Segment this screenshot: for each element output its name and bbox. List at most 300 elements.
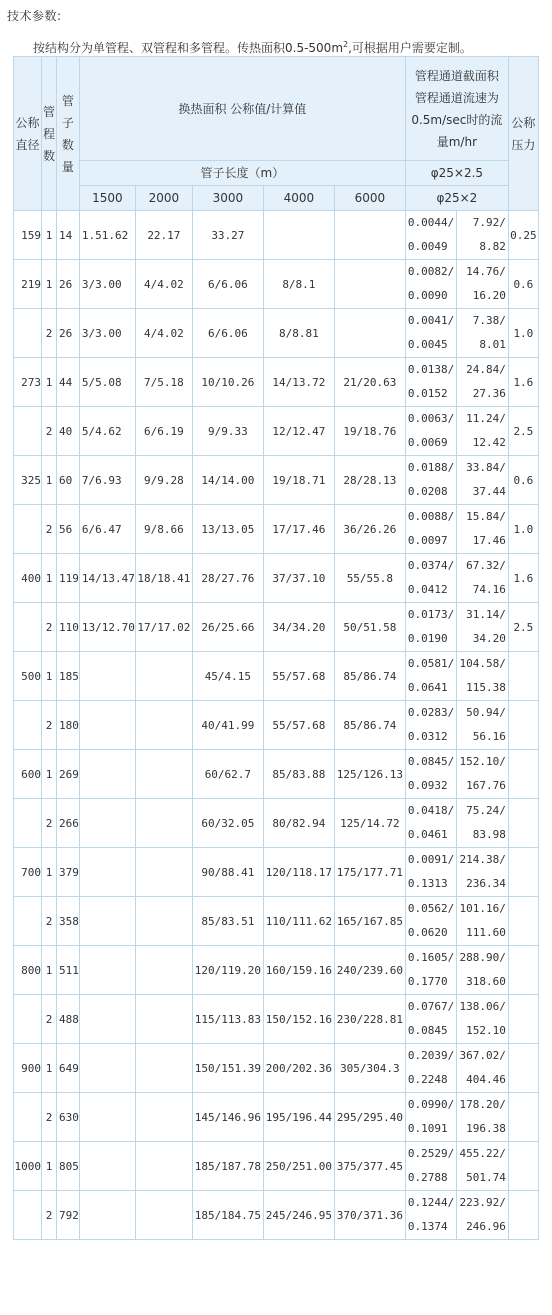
cell-section-area-line: 0.0091/	[407, 853, 455, 866]
cell-flow-rate-line: 83.98	[472, 828, 506, 841]
cell-area-1500: 1.51.62	[79, 211, 135, 260]
cell-flow-rate-line: 12.42	[472, 436, 506, 449]
cell-section-area-line: 0.0090	[407, 289, 448, 302]
cell-area-4000: 160/159.16	[263, 946, 334, 995]
cell-flow-rate-line: 24.84/	[466, 363, 506, 376]
cell-tube-count: 60	[57, 456, 80, 505]
cell-flow-rate	[456, 505, 508, 554]
cell-area-2000: 4/4.02	[135, 260, 192, 309]
table-row	[14, 309, 539, 358]
table-row	[14, 358, 539, 407]
cell-section-area	[405, 456, 456, 505]
table-row	[14, 456, 539, 505]
cell-flow-rate-line: 16.20	[472, 289, 506, 302]
cell-pressure	[508, 701, 538, 750]
cell-tube-count: 26	[57, 309, 80, 358]
cell-tube-passes: 1	[42, 456, 57, 505]
cell-area-6000: 19/18.76	[334, 407, 405, 456]
cell-area-1500: 3/3.00	[79, 260, 135, 309]
cell-nominal-diameter	[14, 505, 42, 554]
cell-tube-passes: 2	[42, 309, 57, 358]
header-length-2000: 2000	[135, 186, 192, 211]
cell-area-6000: 125/126.13	[334, 750, 405, 799]
cell-area-2000	[135, 848, 192, 897]
cell-area-1500	[79, 652, 135, 701]
cell-pressure: 1.6	[508, 554, 538, 603]
cell-tube-count: 56	[57, 505, 80, 554]
cell-tube-count: 358	[57, 897, 80, 946]
cell-area-1500	[79, 1044, 135, 1093]
cell-pressure: 0.25	[508, 211, 538, 260]
cell-area-4000: 37/37.10	[263, 554, 334, 603]
cell-section-area	[405, 750, 456, 799]
header-section-flow	[405, 57, 508, 161]
cell-flow-rate-line: 115.38	[466, 681, 506, 694]
table-row	[14, 799, 539, 848]
cell-section-area	[405, 946, 456, 995]
cell-tube-passes: 1	[42, 260, 57, 309]
cell-flow-rate	[456, 1142, 508, 1191]
cell-section-area-line: 0.0461	[407, 828, 448, 841]
cell-section-area-line: 0.0412	[407, 583, 448, 596]
cell-area-2000	[135, 1093, 192, 1142]
cell-flow-rate-line: 74.16	[472, 583, 506, 596]
cell-section-area-line: 0.1605/	[407, 951, 455, 964]
cell-section-area-line: 0.0845/	[407, 755, 455, 768]
table-row	[14, 995, 539, 1044]
cell-section-area-line: 0.0190	[407, 632, 448, 645]
cell-flow-rate-line: 56.16	[472, 730, 506, 743]
cell-tube-passes: 1	[42, 1044, 57, 1093]
cell-flow-rate	[456, 946, 508, 995]
cell-area-4000: 120/118.17	[263, 848, 334, 897]
table-row	[14, 946, 539, 995]
cell-area-1500: 5/5.08	[79, 358, 135, 407]
cell-area-3000: 13/13.05	[192, 505, 263, 554]
cell-tube-count: 14	[57, 211, 80, 260]
cell-nominal-diameter: 273	[14, 358, 42, 407]
cell-nominal-diameter: 325	[14, 456, 42, 505]
table-row	[14, 260, 539, 309]
cell-nominal-diameter: 500	[14, 652, 42, 701]
cell-pressure	[508, 946, 538, 995]
cell-flow-rate-line: 104.58/	[459, 657, 506, 670]
cell-section-area-line: 0.0990/	[407, 1098, 455, 1111]
cell-nominal-diameter: 400	[14, 554, 42, 603]
cell-area-2000	[135, 995, 192, 1044]
header-length-4000: 4000	[263, 186, 334, 211]
cell-pressure	[508, 652, 538, 701]
cell-area-6000: 375/377.45	[334, 1142, 405, 1191]
cell-flow-rate-line: 138.06/	[459, 1000, 506, 1013]
cell-section-area	[405, 1142, 456, 1191]
cell-area-6000: 36/26.26	[334, 505, 405, 554]
cell-section-area-line: 0.1091	[407, 1122, 448, 1135]
cell-tube-passes: 1	[42, 1142, 57, 1191]
cell-tube-count: 44	[57, 358, 80, 407]
cell-tube-count: 379	[57, 848, 80, 897]
cell-area-2000: 9/8.66	[135, 505, 192, 554]
cell-nominal-diameter	[14, 897, 42, 946]
cell-area-3000: 85/83.51	[192, 897, 263, 946]
cell-tube-passes: 1	[42, 211, 57, 260]
cell-area-6000: 305/304.3	[334, 1044, 405, 1093]
cell-area-2000	[135, 1191, 192, 1240]
cell-area-2000	[135, 1142, 192, 1191]
cell-area-6000	[334, 309, 405, 358]
intro-tail: ,可根据用户需要定制。	[348, 41, 472, 55]
table-row	[14, 554, 539, 603]
cell-nominal-diameter	[14, 1191, 42, 1240]
cell-area-6000: 55/55.8	[334, 554, 405, 603]
cell-flow-rate-line: 15.84/	[466, 510, 506, 523]
cell-section-area-line: 0.2248	[407, 1073, 448, 1086]
cell-tube-passes: 1	[42, 652, 57, 701]
cell-flow-rate	[456, 309, 508, 358]
cell-area-6000: 28/28.13	[334, 456, 405, 505]
cell-flow-rate-line: 33.84/	[466, 461, 506, 474]
table-row	[14, 1142, 539, 1191]
cell-pressure: 0.6	[508, 260, 538, 309]
cell-area-3000: 28/27.76	[192, 554, 263, 603]
cell-flow-rate	[456, 1093, 508, 1142]
header-nominal-diameter: 公称直径	[14, 57, 42, 211]
spec-table	[13, 56, 539, 1240]
cell-tube-count: 40	[57, 407, 80, 456]
header-tube-length: 管子长度（m）	[79, 161, 405, 186]
header-length-6000: 6000	[334, 186, 405, 211]
cell-pressure: 2.5	[508, 407, 538, 456]
cell-flow-rate-line: 111.60	[466, 926, 506, 939]
cell-tube-passes: 1	[42, 750, 57, 799]
cell-tube-count: 110	[57, 603, 80, 652]
cell-area-2000: 17/17.02	[135, 603, 192, 652]
cell-area-6000	[334, 211, 405, 260]
cell-section-area-line: 0.0173/	[407, 608, 455, 621]
cell-nominal-diameter	[14, 701, 42, 750]
cell-tube-passes: 2	[42, 1191, 57, 1240]
cell-section-area-line: 0.0041/	[407, 314, 455, 327]
cell-pressure	[508, 1191, 538, 1240]
cell-flow-rate-line: 236.34	[466, 877, 506, 890]
cell-area-1500: 13/12.70	[79, 603, 135, 652]
cell-tube-passes: 1	[42, 554, 57, 603]
cell-flow-rate-line: 178.20/	[459, 1098, 506, 1111]
table-row	[14, 407, 539, 456]
cell-area-3000: 14/14.00	[192, 456, 263, 505]
cell-area-6000: 165/167.85	[334, 897, 405, 946]
cell-flow-rate-line: 196.38	[466, 1122, 506, 1135]
cell-flow-rate	[456, 750, 508, 799]
cell-pressure	[508, 1044, 538, 1093]
cell-flow-rate-line: 8.82	[479, 240, 506, 253]
cell-tube-passes: 2	[42, 701, 57, 750]
cell-area-3000: 60/32.05	[192, 799, 263, 848]
cell-area-6000: 230/228.81	[334, 995, 405, 1044]
cell-section-area	[405, 407, 456, 456]
cell-section-area	[405, 358, 456, 407]
cell-section-area	[405, 995, 456, 1044]
cell-section-area-line: 0.0767/	[407, 1000, 455, 1013]
cell-tube-passes: 1	[42, 358, 57, 407]
cell-area-1500	[79, 1142, 135, 1191]
cell-nominal-diameter: 900	[14, 1044, 42, 1093]
cell-tube-count: 26	[57, 260, 80, 309]
cell-section-area-line: 0.0283/	[407, 706, 455, 719]
cell-tube-count: 792	[57, 1191, 80, 1240]
cell-section-area	[405, 897, 456, 946]
cell-section-area-line: 0.0641	[407, 681, 448, 694]
cell-flow-rate-line: 14.76/	[466, 265, 506, 278]
cell-flow-rate-line: 318.60	[466, 975, 506, 988]
cell-flow-rate	[456, 456, 508, 505]
cell-flow-rate	[456, 358, 508, 407]
cell-area-3000: 150/151.39	[192, 1044, 263, 1093]
cell-area-4000: 17/17.46	[263, 505, 334, 554]
cell-pressure: 1.0	[508, 505, 538, 554]
cell-pressure: 1.0	[508, 309, 538, 358]
cell-flow-rate-line: 75.24/	[466, 804, 506, 817]
header-length-1500: 1500	[79, 186, 135, 211]
cell-section-area-line: 0.1770	[407, 975, 448, 988]
cell-section-area-line: 0.0188/	[407, 461, 455, 474]
cell-tube-passes: 2	[42, 799, 57, 848]
cell-area-6000: 21/20.63	[334, 358, 405, 407]
cell-flow-rate-line: 404.46	[466, 1073, 506, 1086]
cell-flow-rate	[456, 652, 508, 701]
cell-section-area-line: 0.0208	[407, 485, 448, 498]
header-flow-rate: 管程通道流速为0.5m/sec时的流量m/hr	[411, 90, 503, 149]
cell-flow-rate	[456, 848, 508, 897]
cell-nominal-diameter: 219	[14, 260, 42, 309]
cell-area-3000: 90/88.41	[192, 848, 263, 897]
cell-section-area-line: 0.0620	[407, 926, 448, 939]
header-area: 换热面积 公称值/计算值	[79, 57, 405, 161]
cell-flow-rate-line: 101.16/	[459, 902, 506, 915]
cell-tube-count: 649	[57, 1044, 80, 1093]
cell-area-3000: 33.27	[192, 211, 263, 260]
cell-area-2000	[135, 946, 192, 995]
header-tube-passes: 管程数	[42, 57, 57, 211]
cell-area-2000	[135, 897, 192, 946]
cell-flow-rate	[456, 701, 508, 750]
cell-tube-passes: 2	[42, 995, 57, 1044]
cell-area-3000: 6/6.06	[192, 309, 263, 358]
cell-pressure: 1.6	[508, 358, 538, 407]
cell-tube-count: 630	[57, 1093, 80, 1142]
cell-pressure	[508, 995, 538, 1044]
cell-section-area-line: 0.1244/	[407, 1196, 455, 1209]
cell-section-area-line: 0.0845	[407, 1024, 448, 1037]
table-row	[14, 750, 539, 799]
cell-area-4000: 19/18.71	[263, 456, 334, 505]
cell-pressure	[508, 799, 538, 848]
cell-area-1500	[79, 799, 135, 848]
cell-nominal-diameter	[14, 799, 42, 848]
cell-flow-rate-line: 455.22/	[459, 1147, 506, 1160]
cell-section-area-line: 0.2039/	[407, 1049, 455, 1062]
cell-tube-passes: 2	[42, 1093, 57, 1142]
table-row	[14, 1191, 539, 1240]
cell-flow-rate-line: 34.20	[472, 632, 506, 645]
cell-pressure	[508, 750, 538, 799]
cell-flow-rate	[456, 1044, 508, 1093]
cell-area-3000: 45/4.15	[192, 652, 263, 701]
cell-area-6000: 240/239.60	[334, 946, 405, 995]
cell-area-4000: 85/83.88	[263, 750, 334, 799]
cell-section-area-line: 0.2529/	[407, 1147, 455, 1160]
cell-section-area	[405, 505, 456, 554]
cell-area-4000: 195/196.44	[263, 1093, 334, 1142]
cell-area-1500: 5/4.62	[79, 407, 135, 456]
cell-section-area	[405, 309, 456, 358]
table-row	[14, 897, 539, 946]
cell-tube-passes: 1	[42, 946, 57, 995]
cell-section-area-line: 0.0069	[407, 436, 448, 449]
cell-flow-rate-line: 167.76	[466, 779, 506, 792]
cell-area-3000: 9/9.33	[192, 407, 263, 456]
cell-area-6000: 175/177.71	[334, 848, 405, 897]
cell-section-area-line: 0.0152	[407, 387, 448, 400]
table-row	[14, 652, 539, 701]
cell-flow-rate-line: 27.36	[472, 387, 506, 400]
cell-area-2000	[135, 750, 192, 799]
cell-flow-rate	[456, 603, 508, 652]
table-row	[14, 211, 539, 260]
cell-area-6000	[334, 260, 405, 309]
cell-section-area-line: 0.0562/	[407, 902, 455, 915]
cell-section-area	[405, 260, 456, 309]
cell-pressure: 2.5	[508, 603, 538, 652]
cell-area-4000: 14/13.72	[263, 358, 334, 407]
cell-area-3000: 40/41.99	[192, 701, 263, 750]
table-row	[14, 603, 539, 652]
cell-nominal-diameter	[14, 995, 42, 1044]
cell-section-area-line: 0.0932	[407, 779, 448, 792]
intro-main: 按结构分为单管程、双管程和多管程。传热面积0.5-500m	[33, 41, 344, 55]
cell-section-area-line: 0.0312	[407, 730, 448, 743]
cell-flow-rate-line: 246.96	[466, 1220, 506, 1233]
cell-tube-count: 511	[57, 946, 80, 995]
cell-area-2000	[135, 652, 192, 701]
cell-section-area-line: 0.0082/	[407, 265, 455, 278]
cell-tube-passes: 2	[42, 407, 57, 456]
cell-section-area-line: 0.0138/	[407, 363, 455, 376]
cell-area-2000: 18/18.41	[135, 554, 192, 603]
cell-tube-count: 805	[57, 1142, 80, 1191]
cell-tube-passes: 2	[42, 603, 57, 652]
cell-tube-passes: 2	[42, 505, 57, 554]
cell-area-2000: 7/5.18	[135, 358, 192, 407]
cell-area-2000	[135, 701, 192, 750]
cell-pressure	[508, 848, 538, 897]
cell-section-area	[405, 1044, 456, 1093]
cell-area-3000: 145/146.96	[192, 1093, 263, 1142]
cell-area-2000: 9/9.28	[135, 456, 192, 505]
header-pressure: 公称压力	[508, 57, 538, 211]
cell-area-4000: 12/12.47	[263, 407, 334, 456]
intro-text	[33, 37, 472, 56]
header-phi-2: φ25×2	[405, 186, 508, 211]
cell-area-1500	[79, 995, 135, 1044]
cell-section-area-line: 0.0374/	[407, 559, 455, 572]
cell-area-6000: 50/51.58	[334, 603, 405, 652]
cell-area-1500	[79, 1191, 135, 1240]
cell-area-1500	[79, 897, 135, 946]
cell-area-2000	[135, 1044, 192, 1093]
cell-area-3000: 185/184.75	[192, 1191, 263, 1240]
cell-section-area	[405, 799, 456, 848]
header-phi-1: φ25×2.5	[405, 161, 508, 186]
cell-tube-count: 488	[57, 995, 80, 1044]
cell-area-2000	[135, 799, 192, 848]
cell-flow-rate	[456, 897, 508, 946]
cell-section-area	[405, 603, 456, 652]
cell-area-6000: 85/86.74	[334, 701, 405, 750]
cell-flow-rate	[456, 1191, 508, 1240]
cell-area-4000: 34/34.20	[263, 603, 334, 652]
cell-flow-rate-line: 7.38/	[472, 314, 506, 327]
cell-nominal-diameter: 159	[14, 211, 42, 260]
cell-area-3000: 185/187.78	[192, 1142, 263, 1191]
cell-area-4000: 80/82.94	[263, 799, 334, 848]
cell-flow-rate	[456, 407, 508, 456]
cell-section-area	[405, 848, 456, 897]
header-section-area: 管程通道截面积	[414, 68, 499, 83]
cell-area-4000: 200/202.36	[263, 1044, 334, 1093]
cell-nominal-diameter	[14, 309, 42, 358]
table-row	[14, 848, 539, 897]
cell-section-area-line: 0.1374	[407, 1220, 448, 1233]
table-body	[14, 211, 539, 1240]
cell-tube-count: 185	[57, 652, 80, 701]
cell-flow-rate-line: 152.10/	[459, 755, 506, 768]
cell-nominal-diameter	[14, 407, 42, 456]
cell-flow-rate-line: 288.90/	[459, 951, 506, 964]
cell-flow-rate-line: 214.38/	[459, 853, 506, 866]
cell-area-1500: 6/6.47	[79, 505, 135, 554]
cell-flow-rate-line: 17.46	[472, 534, 506, 547]
cell-section-area-line: 0.0044/	[407, 216, 455, 229]
header-length-3000: 3000	[192, 186, 263, 211]
cell-pressure	[508, 897, 538, 946]
cell-tube-passes: 1	[42, 848, 57, 897]
cell-flow-rate-line: 223.92/	[459, 1196, 506, 1209]
cell-area-4000: 150/152.16	[263, 995, 334, 1044]
cell-section-area-line: 0.0418/	[407, 804, 455, 817]
cell-nominal-diameter	[14, 603, 42, 652]
cell-flow-rate	[456, 554, 508, 603]
cell-area-3000: 26/25.66	[192, 603, 263, 652]
cell-section-area	[405, 1093, 456, 1142]
cell-area-1500	[79, 946, 135, 995]
cell-tube-count: 266	[57, 799, 80, 848]
cell-area-4000: 250/251.00	[263, 1142, 334, 1191]
cell-pressure	[508, 1093, 538, 1142]
cell-nominal-diameter: 1000	[14, 1142, 42, 1191]
cell-flow-rate	[456, 260, 508, 309]
cell-area-6000: 125/14.72	[334, 799, 405, 848]
cell-area-3000: 10/10.26	[192, 358, 263, 407]
cell-flow-rate	[456, 799, 508, 848]
cell-area-3000: 120/119.20	[192, 946, 263, 995]
cell-section-area	[405, 554, 456, 603]
cell-nominal-diameter: 800	[14, 946, 42, 995]
cell-section-area-line: 0.0088/	[407, 510, 455, 523]
section-title: 技术参数:	[7, 9, 62, 23]
cell-area-4000: 8/8.1	[263, 260, 334, 309]
cell-section-area-line: 0.1313	[407, 877, 448, 890]
